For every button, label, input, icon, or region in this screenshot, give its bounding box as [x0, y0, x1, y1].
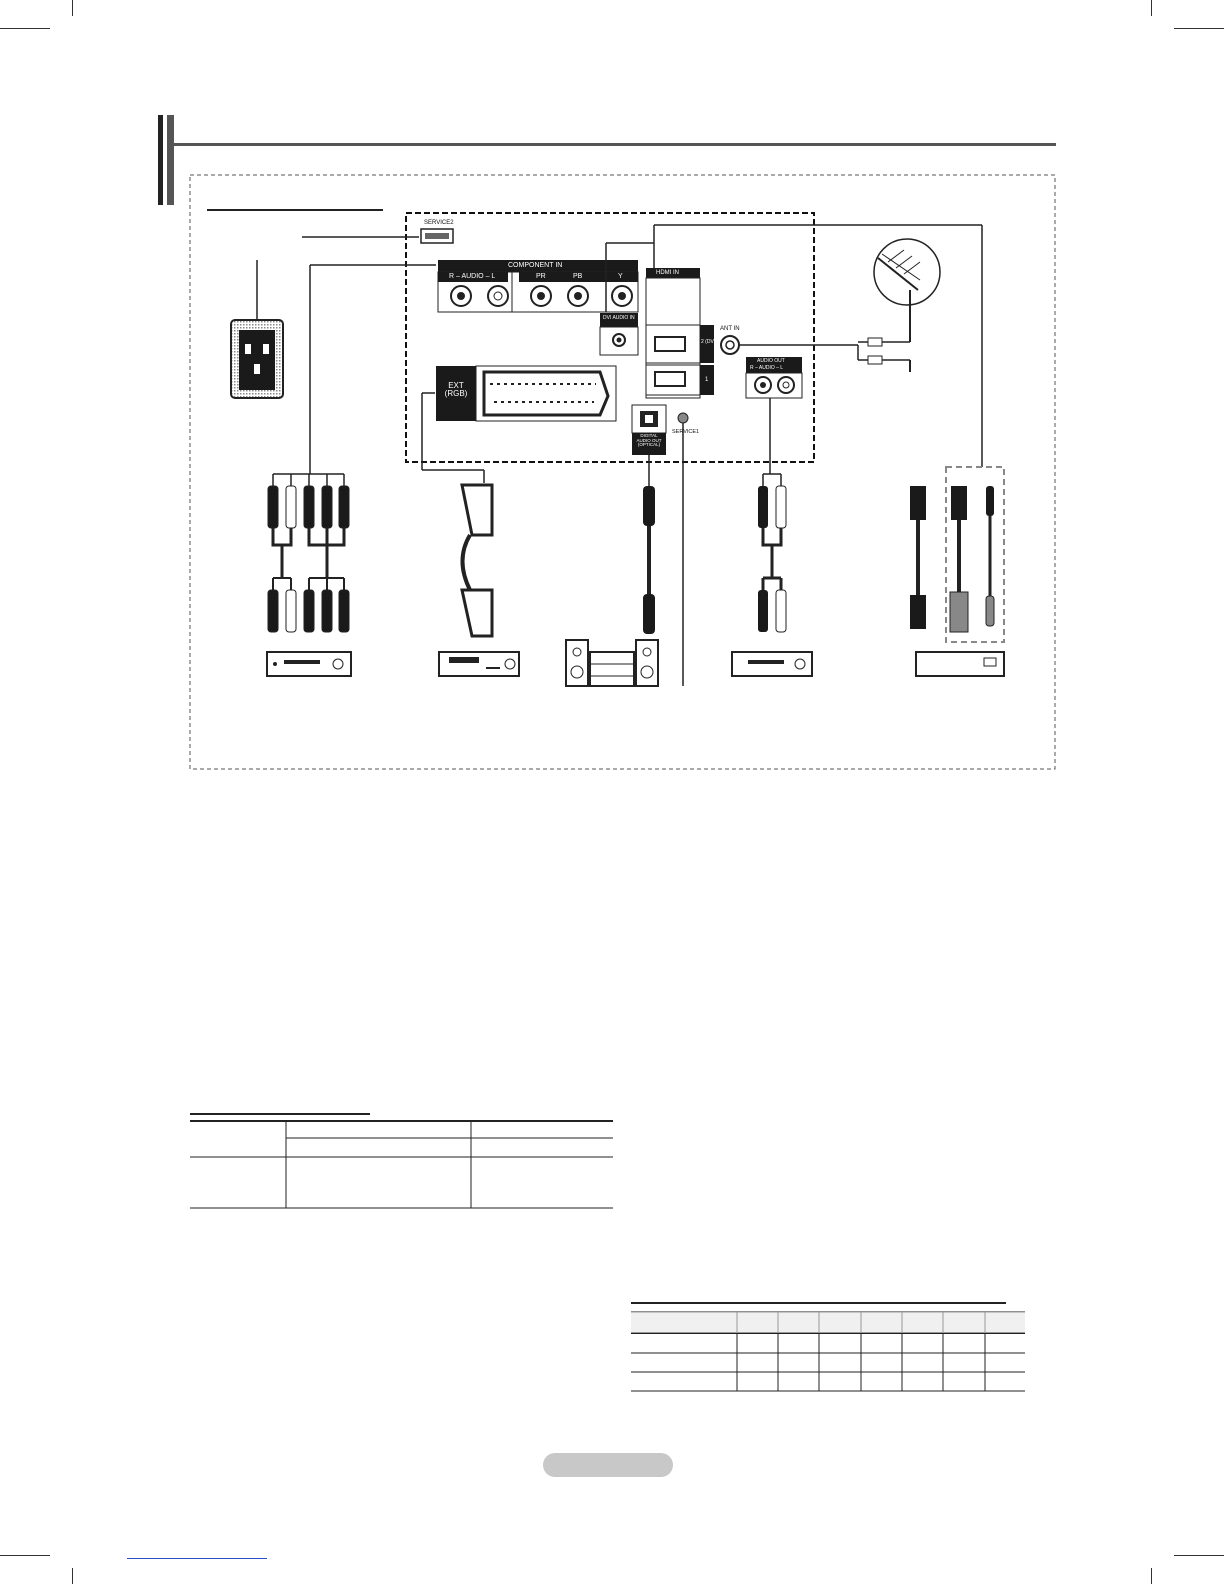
- hdmi-1-label: 1: [705, 377, 709, 383]
- pr-label: PR: [536, 273, 546, 280]
- page-number-pill: [543, 1453, 673, 1477]
- pb-label: PB: [573, 273, 583, 280]
- hdmi-in-label: HDMI IN: [656, 270, 679, 276]
- digital-audio-out-label: DIGITAL AUDIO OUT (OPTICAL): [636, 433, 662, 447]
- footer-link[interactable]: [127, 1558, 267, 1559]
- dvi-audio-in-label: DVI AUDIO IN: [603, 315, 635, 321]
- y-label: Y: [618, 273, 623, 280]
- component-in-label: COMPONENT IN: [508, 262, 563, 269]
- ant-in-label: ANT IN: [720, 326, 740, 332]
- audio-out-rl-label: R – AUDIO – L: [750, 365, 784, 371]
- ext-rgb-label: EXT (RGB): [444, 381, 468, 398]
- hdmi-2-dvi-label: 2 (DVI): [701, 339, 717, 345]
- audio-out-label: AUDIO OUT: [757, 358, 785, 364]
- component-audio-label: R – AUDIO – L: [449, 273, 496, 280]
- service2-label: SERVICE2: [424, 220, 454, 226]
- service1-label: SERVICE1: [672, 429, 700, 435]
